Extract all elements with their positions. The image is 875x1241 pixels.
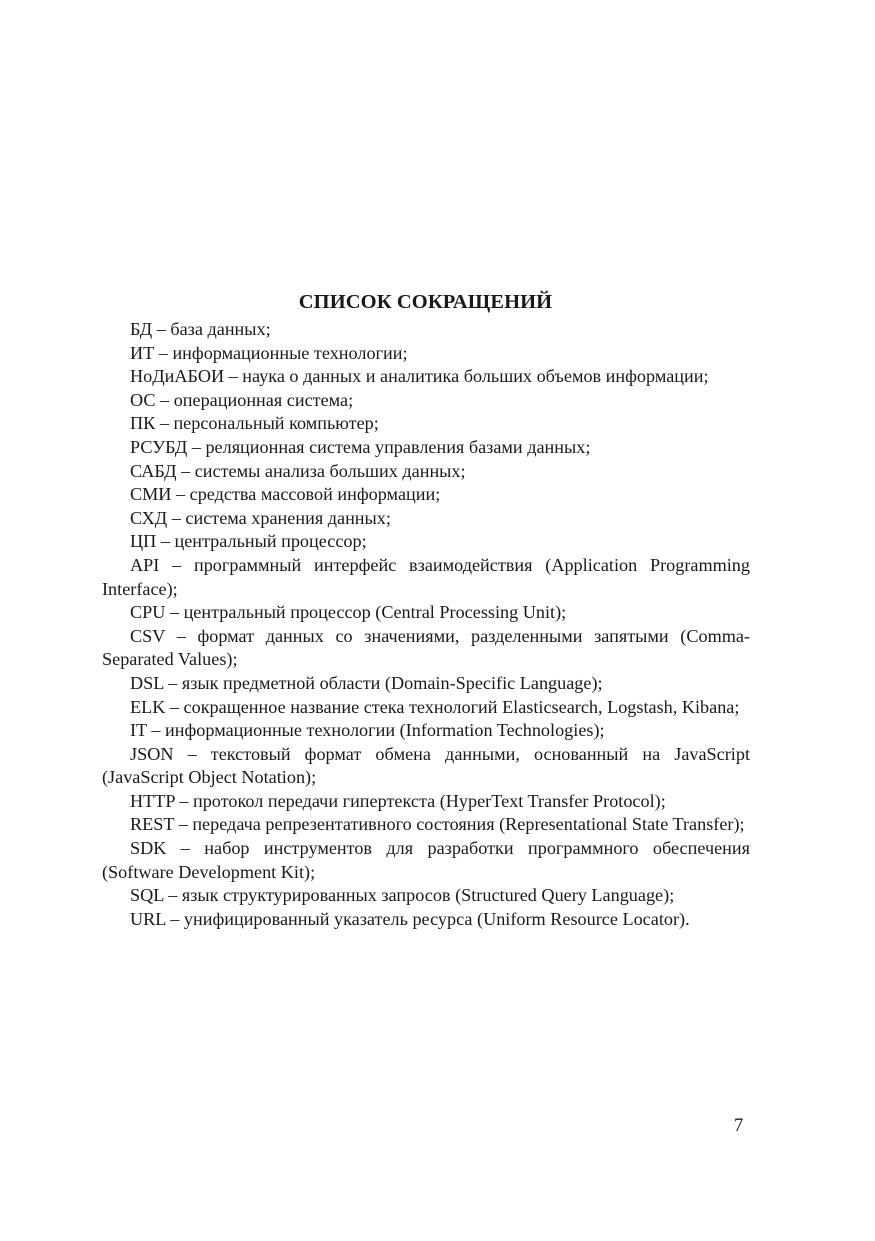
dash-separator: –	[159, 554, 194, 575]
dash-separator: –	[187, 436, 206, 457]
abbreviation-definition: операционная система;	[173, 389, 354, 410]
abbreviation-definition: протокол передачи гипертекста (HyperText Transfer Protocol);	[192, 790, 666, 811]
abbreviation-definition: программный интерфейс взаимодействия (Application Programming Interface);	[102, 554, 750, 599]
abbreviation-definition: центральный процессор;	[174, 531, 367, 552]
page-title: СПИСОК СОКРАЩЕНИЙ	[298, 290, 553, 313]
abbreviation-term: САБД	[130, 460, 177, 481]
abbreviation-term: IT	[130, 720, 147, 741]
dash-separator: –	[224, 366, 243, 387]
list-item	[102, 837, 750, 884]
list-item	[102, 719, 750, 743]
abbreviation-definition: система хранения данных;	[185, 507, 391, 528]
abbreviation-term: REST	[130, 814, 175, 835]
abbreviation-term: БД	[130, 319, 153, 339]
list-item	[102, 696, 750, 720]
dash-separator: –	[174, 814, 193, 835]
abbreviation-definition: реляционная система управления базами данных;	[205, 436, 591, 457]
abbreviation-term: CSV	[130, 625, 166, 646]
abbreviation-term: ИТ	[130, 342, 155, 363]
abbreviation-term: НоДиАБОИ	[130, 366, 225, 387]
abbreviation-term: API	[130, 554, 160, 575]
abbreviation-term: СХД	[130, 507, 168, 528]
abbreviation-definition: информационные технологии;	[172, 342, 408, 363]
abbreviation-definition: персональный компьютер;	[173, 413, 379, 434]
list-item	[102, 507, 750, 531]
dash-separator: –	[165, 625, 198, 646]
list-item	[102, 460, 750, 484]
abbreviation-definition: средства массовой информации;	[189, 484, 441, 505]
list-item	[102, 884, 750, 908]
list-item	[102, 365, 750, 389]
list-item	[102, 601, 750, 625]
abbreviation-term: ЦП	[130, 531, 157, 552]
abbreviation-term: SDK	[130, 838, 167, 859]
dash-separator: –	[166, 838, 205, 859]
dash-separator: –	[171, 484, 190, 505]
dash-separator: –	[174, 790, 193, 811]
abbreviation-definition: передача репрезентативного состояния (Representational State Transfer);	[192, 814, 745, 835]
list-item	[102, 908, 750, 932]
dash-separator: –	[154, 342, 173, 363]
dash-separator: –	[163, 672, 182, 693]
list-item	[102, 554, 750, 601]
dash-separator: –	[156, 531, 175, 552]
page-number: 7	[734, 1116, 744, 1136]
abbreviation-term: JSON	[130, 743, 174, 764]
list-item	[102, 389, 750, 413]
abbreviation-term: SQL	[130, 885, 164, 906]
list-item	[102, 625, 750, 672]
abbreviation-term: ПК	[130, 413, 156, 434]
list-item	[102, 412, 750, 436]
abbreviation-definition: текстовый формат обмена данными, основанный на JavaScript (JavaScript Object Notation);	[102, 743, 750, 788]
abbreviation-definition: набор инструментов для разработки программного обеспечения (Software Development Kit);	[102, 838, 751, 882]
abbreviation-term: CPU	[130, 602, 166, 623]
list-item	[102, 672, 750, 696]
dash-separator: –	[165, 602, 184, 623]
abbreviation-definition: язык структурированных запросов (Structured Query Language);	[181, 885, 675, 906]
abbreviation-definition: язык предметной области (Domain-Specific Language);	[181, 672, 603, 693]
abbreviation-definition: наука о данных и аналитика больших объемов информации;	[242, 366, 709, 387]
abbreviation-definition: унифицированный указатель ресурса (Uniform Resource Locator).	[183, 908, 690, 929]
abbreviation-definition: системы анализа больших данных;	[194, 460, 466, 481]
dash-separator: –	[165, 696, 184, 717]
dash-separator: –	[163, 885, 182, 906]
list-item	[102, 318, 750, 342]
abbreviation-definition: информационные технологии (Information Technologies);	[165, 720, 605, 741]
abbreviation-term: HTTP	[130, 790, 175, 811]
abbreviation-term: ОС	[130, 389, 156, 410]
abbreviation-definition: формат данных со значениями, разделенными запятыми (Comma-Separated Values);	[102, 625, 750, 670]
abbreviation-term: DSL	[130, 672, 164, 693]
list-item	[102, 813, 750, 837]
list-item	[102, 483, 750, 507]
dash-separator: –	[173, 743, 211, 764]
abbreviation-term: ELK	[130, 696, 166, 717]
abbreviation-definition: центральный процессор (Central Processing Unit);	[183, 602, 567, 623]
dash-separator: –	[167, 507, 186, 528]
abbreviation-term: СМИ	[130, 484, 172, 505]
abbreviation-term: РСУБД	[130, 436, 188, 457]
list-item	[102, 743, 750, 790]
abbreviation-list	[102, 318, 750, 931]
dash-separator: –	[146, 720, 166, 741]
list-item	[102, 436, 750, 460]
abbreviation-term: URL	[130, 908, 166, 929]
list-item	[102, 342, 750, 366]
list-item	[102, 530, 750, 554]
dash-separator: –	[155, 413, 174, 434]
dash-separator: –	[176, 460, 195, 481]
dash-separator: –	[155, 389, 174, 410]
list-item	[102, 790, 750, 814]
dash-separator: –	[152, 319, 171, 339]
abbreviation-definition: сокращенное название стека технологий Elasticsearch, Logstash, Kibana;	[183, 696, 740, 717]
abbreviation-definition: база данных;	[170, 319, 271, 339]
dash-separator: –	[165, 908, 184, 929]
